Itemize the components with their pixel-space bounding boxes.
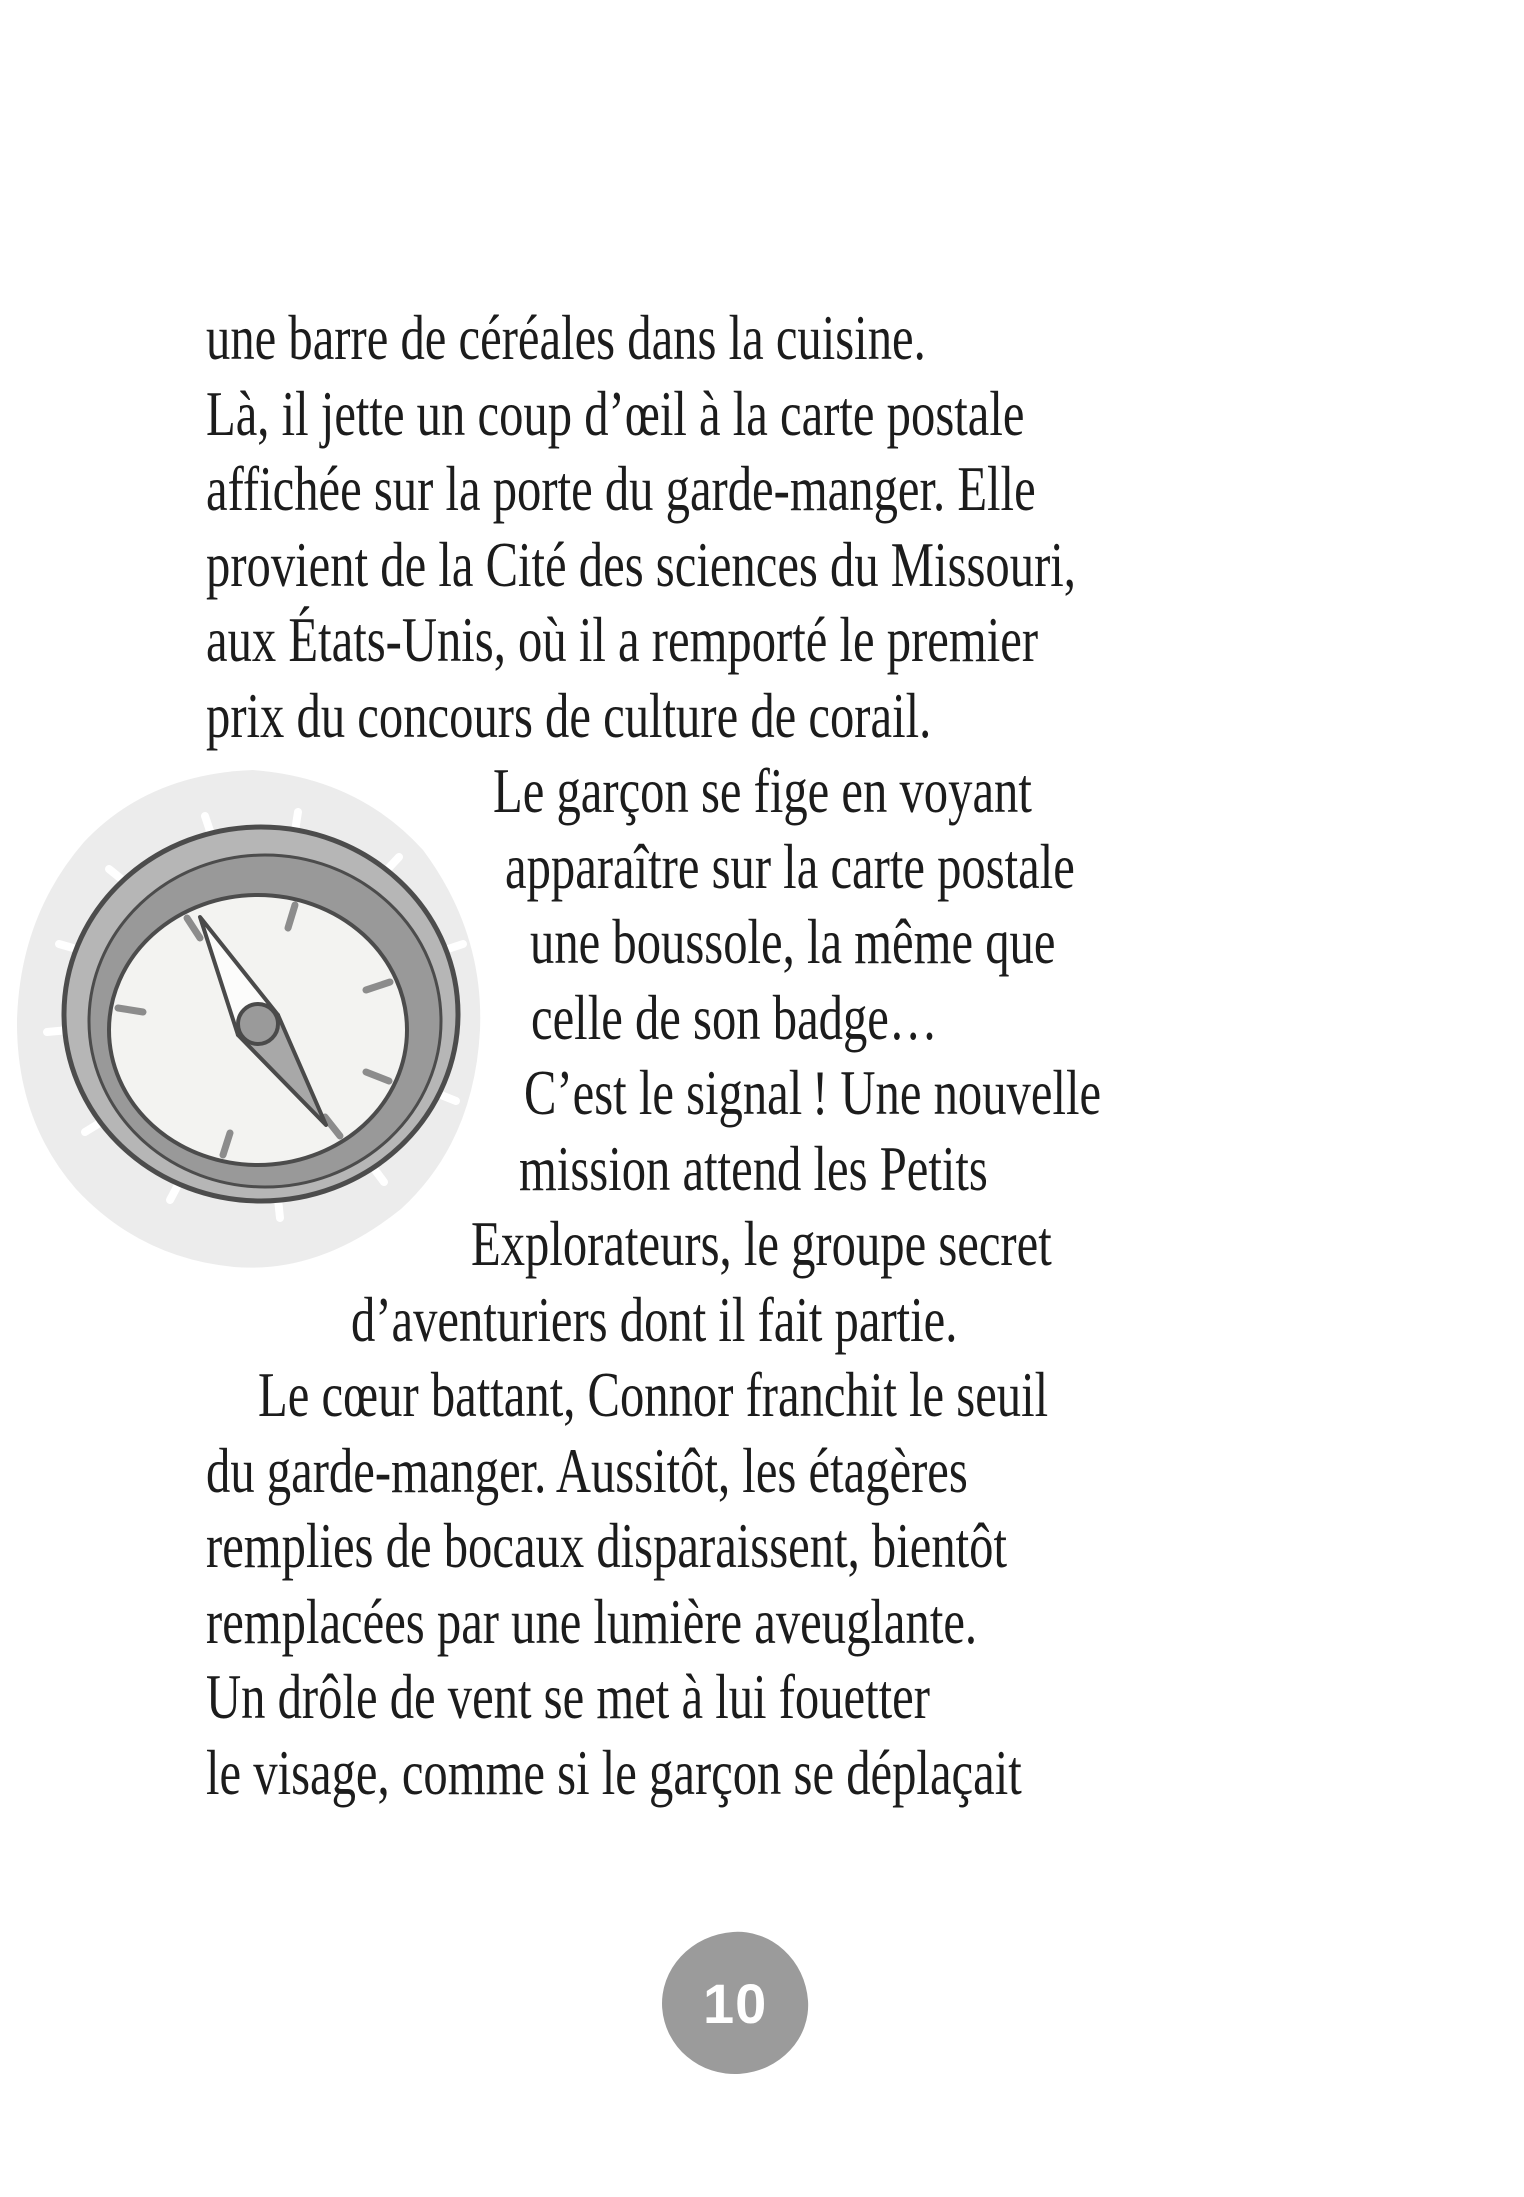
text-line: Le cœur battant, Connor franchit le seuil	[258, 1359, 1049, 1430]
text-line: C’est le signal ! Une nouvelle	[524, 1057, 1102, 1128]
text-line: remplies de bocaux disparaissent, bientôt	[206, 1510, 1007, 1581]
text-line: provient de la Cité des sciences du Missouri,	[206, 529, 1076, 600]
text-line: une barre de céréales dans la cuisine.	[206, 302, 926, 373]
text-line: remplacées par une lumière aveuglante.	[206, 1586, 978, 1657]
text-line: Là, il jette un coup d’œil à la carte postale	[206, 378, 1025, 449]
text-line: d’aventuriers dont il fait partie.	[351, 1284, 958, 1355]
compass-pivot	[238, 1004, 278, 1044]
text-line: une boussole, la même que	[530, 906, 1056, 977]
text-line: affichée sur la porte du garde-manger. Elle	[206, 453, 1036, 524]
text-line: apparaître sur la carte postale	[505, 831, 1075, 902]
text-line: celle de son badge…	[531, 982, 938, 1053]
text-line: mission attend les Petits	[519, 1133, 988, 1204]
text-line: aux États-Unis, où il a remporté le premier	[206, 604, 1039, 675]
text-line: Explorateurs, le groupe secret	[471, 1208, 1052, 1279]
text-line: Le garçon se fige en voyant	[493, 755, 1032, 826]
text-line: le visage, comme si le garçon se déplaçait	[206, 1737, 1022, 1808]
text-line: du garde-manger. Aussitôt, les étagères	[206, 1435, 968, 1506]
text-line: prix du concours de culture de corail.	[206, 680, 932, 751]
text-line: Un drôle de vent se met à lui fouetter	[206, 1661, 930, 1732]
compass-illustration	[8, 690, 498, 1300]
page-number: 10	[702, 1971, 768, 2035]
